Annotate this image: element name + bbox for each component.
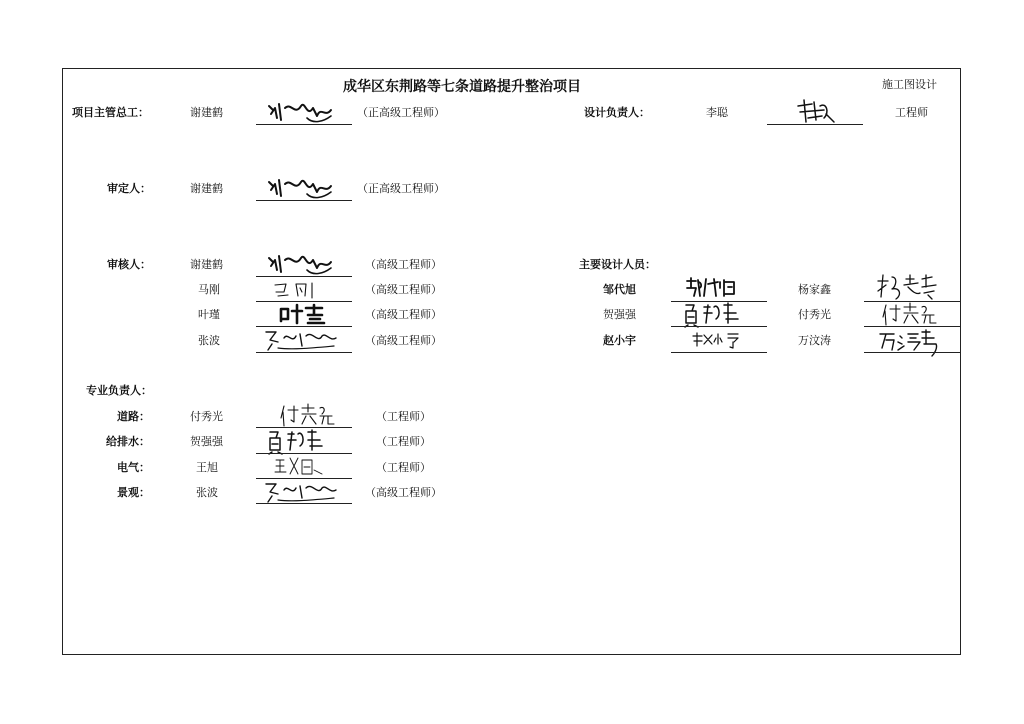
specialty-lead-title: （工程师） [376,410,431,423]
discipline-label: 给排水： [106,435,150,448]
reviewer-title: （高级工程师） [365,334,442,347]
discipline-label: 电气： [117,461,150,474]
approver-title: （正高级工程师） [357,182,445,195]
reviewer-name: 张波 [198,334,220,347]
signature-approver [265,174,337,200]
designer-name: 邹代旭 [603,283,636,296]
specialty-lead-title: （工程师） [376,461,431,474]
signature-designer-fu [880,301,938,327]
reviewer-title: （高级工程师） [365,308,442,321]
document-frame [62,68,961,655]
reviewer-name: 谢建鹤 [190,258,223,271]
signature-design-lead [794,96,838,126]
chief-engineer-name: 谢建鹤 [190,106,223,119]
specialty-signature-line [256,503,352,504]
designer-name: 万汶涛 [798,334,831,347]
signature-reviewer-1 [265,250,337,276]
signature-specialty-electrical [272,454,324,478]
main-designers-label: 主要设计人员： [579,258,656,271]
signature-designer-yang [874,273,940,301]
specialty-leads-label: 专业负责人： [86,384,152,397]
designer-name: 赵小宇 [603,334,636,347]
signature-reviewer-2 [272,280,324,300]
design-lead-signature-line [767,124,863,125]
designer-name: 贺强强 [603,308,636,321]
chief-engineer-label: 项目主管总工： [72,106,149,119]
specialty-lead-name: 王旭 [196,461,218,474]
design-lead-title: 工程师 [895,106,928,119]
signature-chief-engineer [265,98,337,124]
signature-designer-he [682,301,746,327]
specialty-lead-title: （工程师） [376,435,431,448]
signature-designer-zhao [690,330,742,350]
designer-name: 付秀光 [798,308,831,321]
signature-specialty-landscape [262,478,342,504]
specialty-lead-title: （高级工程师） [365,486,442,499]
reviewers-label: 审核人： [107,258,151,271]
reviewer-name: 叶瑾 [198,308,220,321]
signature-reviewer-4 [262,326,342,352]
designer-signature-line [671,326,767,327]
specialty-lead-name: 付秀光 [190,410,223,423]
reviewer-signature-line [256,352,352,353]
designer-signature-line [864,326,960,327]
specialty-lead-name: 贺强强 [190,435,223,448]
signature-specialty-road [278,402,336,428]
approver-label: 审定人： [107,182,151,195]
specialty-lead-name: 张波 [196,486,218,499]
signature-designer-zou [684,276,744,300]
design-lead-name: 李聪 [706,106,728,119]
reviewer-name: 马刚 [198,283,220,296]
document-title: 成华区东荆路等七条道路提升整治项目 [343,79,581,95]
design-stage-label: 施工图设计 [882,78,937,91]
signature-reviewer-3 [278,303,326,325]
reviewer-title: （高级工程师） [365,258,442,271]
chief-engineer-signature-line [256,124,352,125]
approver-name: 谢建鹤 [190,182,223,195]
designer-signature-line [671,352,767,353]
designer-name: 杨家鑫 [798,283,831,296]
approver-signature-line [256,200,352,201]
reviewer-signature-line [256,301,352,302]
discipline-label: 道路： [117,410,150,423]
chief-engineer-title: （正高级工程师） [357,106,445,119]
signature-specialty-drainage [266,428,330,454]
design-lead-label: 设计负责人： [584,106,650,119]
discipline-label: 景观： [117,486,150,499]
designer-signature-line [864,352,960,353]
reviewer-title: （高级工程师） [365,283,442,296]
reviewer-signature-line [256,276,352,277]
signature-designer-wan [876,328,942,358]
